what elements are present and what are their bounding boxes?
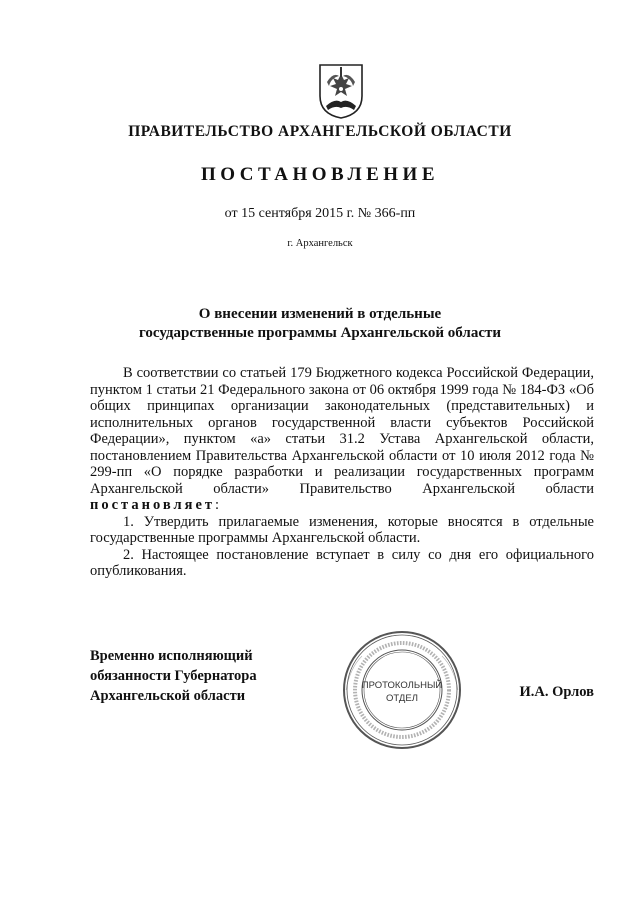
subject-heading xyxy=(0,305,640,343)
signer-position: Временно исполняющий обязанности Губернатора Архангельской области xyxy=(90,648,257,704)
stamp-text-line-2: ОТДЕЛ xyxy=(386,693,418,704)
document-body xyxy=(90,365,594,580)
item-2: 2. Настоящее постановление вступает в силу со дня его официального опубликования. xyxy=(90,546,594,579)
government-title: ПРАВИТЕЛЬСТВО АРХАНГЕЛЬСКОЙ ОБЛАСТИ xyxy=(128,123,512,140)
subject-line-1: О внесении изменений в отдельные xyxy=(198,306,442,322)
date-number-line: от 15 сентября 2015 г. № 366-пп xyxy=(224,206,416,221)
coat-of-arms-icon xyxy=(317,62,365,120)
subject-line-2: государственные программы Архангельской области xyxy=(138,325,502,341)
intro-paragraph xyxy=(90,365,594,514)
signer-name: И.А. Орлов xyxy=(519,684,594,700)
resolves-colon: : xyxy=(215,497,220,513)
resolves-word: постановляет xyxy=(90,497,216,513)
official-stamp xyxy=(340,628,464,752)
document-type: ПОСТАНОВЛЕНИЕ xyxy=(200,164,440,185)
stamp-text-line-1: ПРОТОКОЛЬНЫЙ xyxy=(361,680,443,691)
intro-text: В соответствии со статьей 179 Бюджетного кодекса Российской Федерации, пунктом 1 статьи 21 Федерального закона от 06 октября 1999 года № 184-ФЗ «Об общих принципах организации законодательных (представительных) и исполнительных органов государственной власти субъектов Российской Федерации», пунктом «а» статьи 31.2 Устава Архангельской области, постановлением Правительства Архангельской области от 10 июля 2012 года № 299-пп «О порядке разработки и реализации государственных программ Архангельской области» Правительство Архангельской области xyxy=(90,365,594,497)
city-line: г. Архангельск xyxy=(287,238,353,249)
item-1: 1. Утвердить прилагаемые изменения, которые вносятся в отдельные государственные программы Архангельской области. xyxy=(90,513,594,546)
